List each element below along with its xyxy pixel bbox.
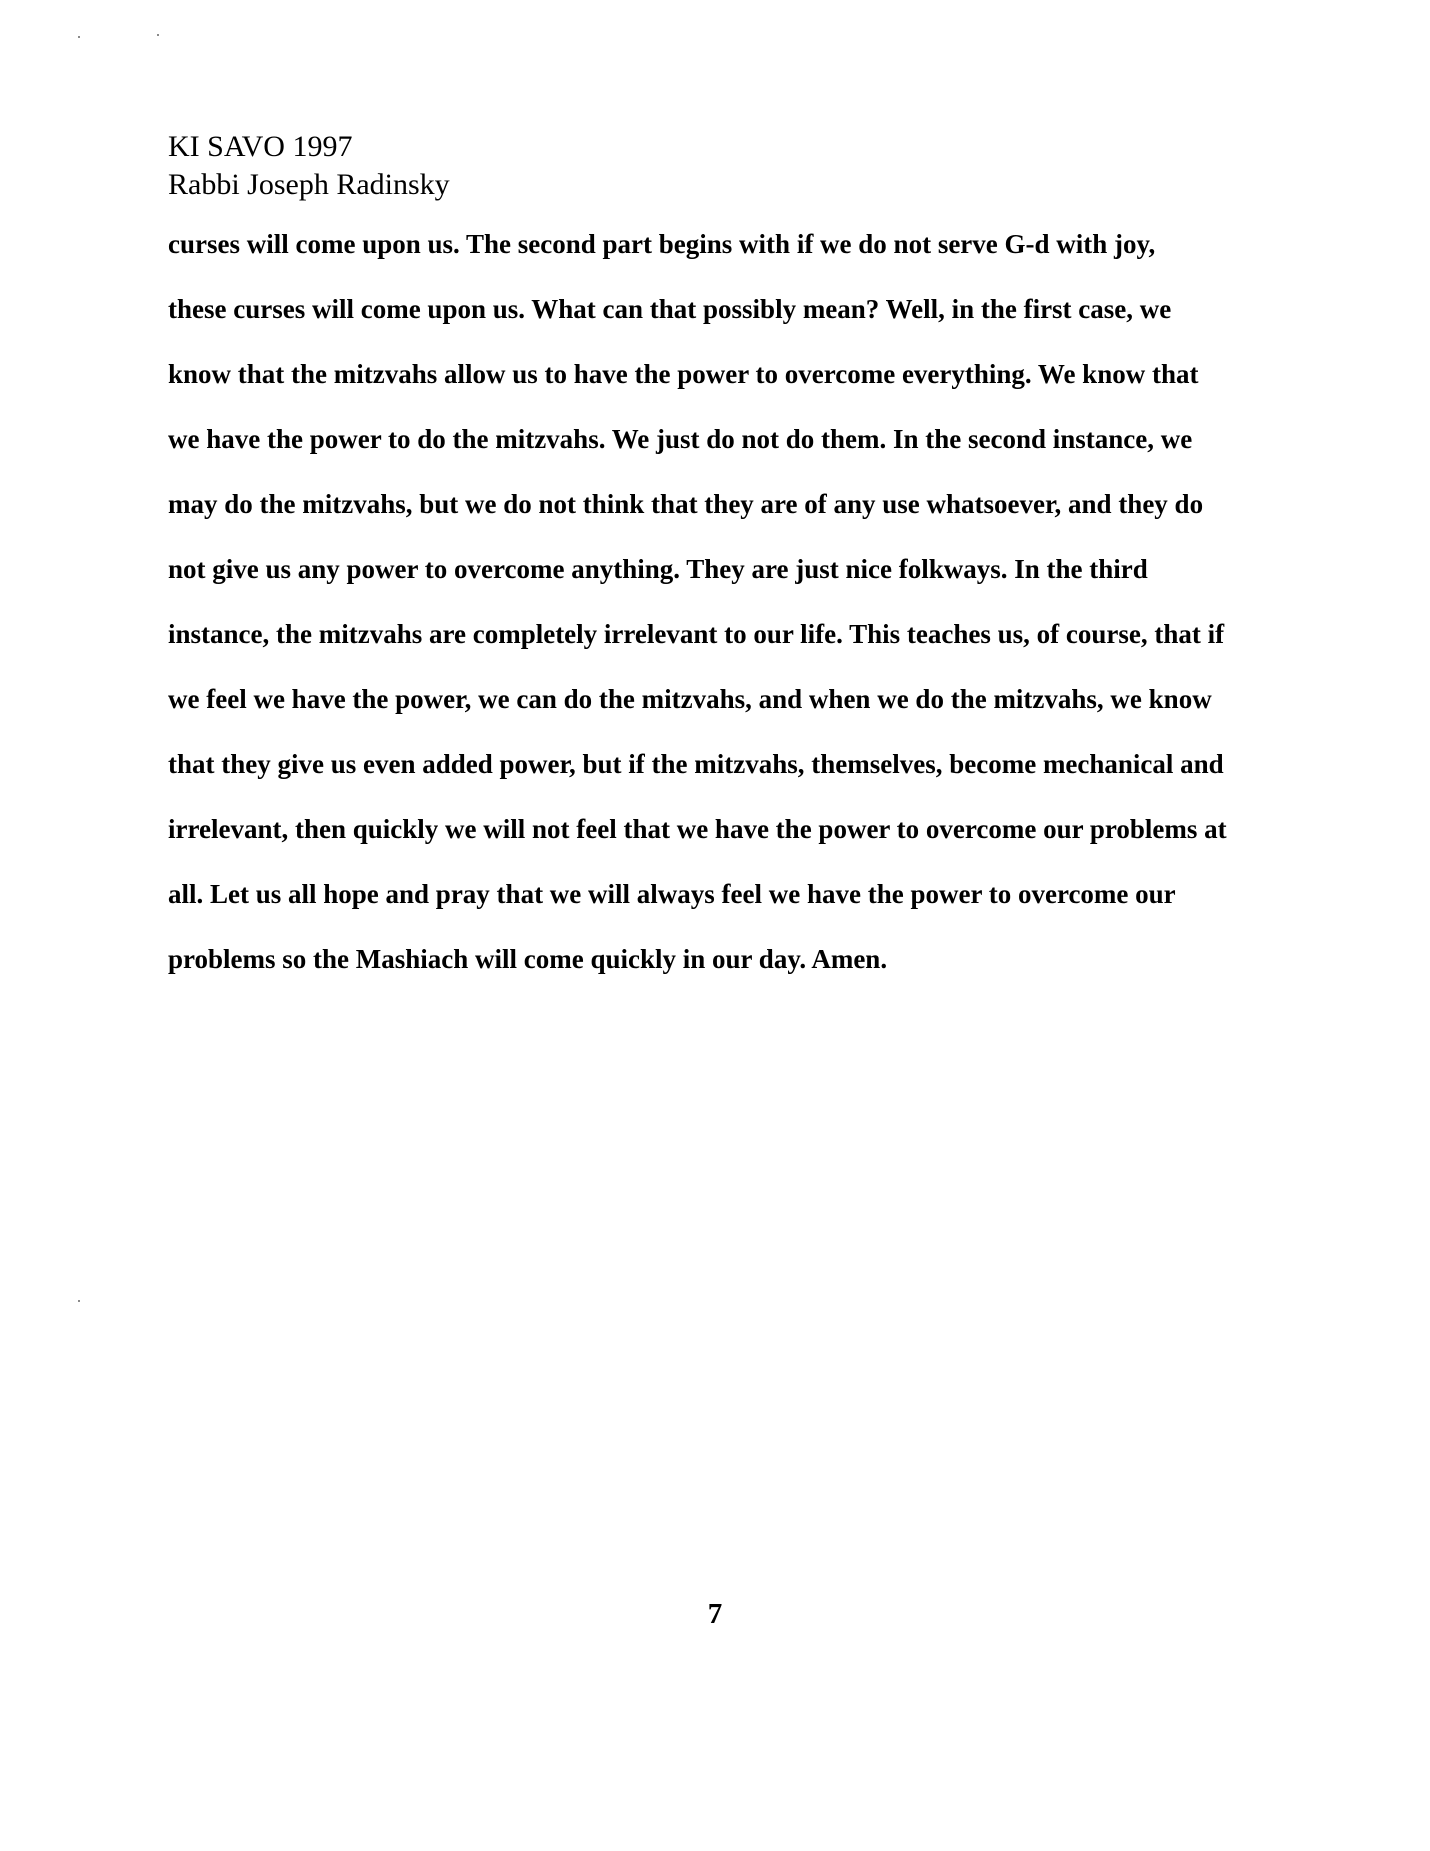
body-line: these curses will come upon us. What can that possibly mean? Well, in the first case, we	[168, 294, 1172, 324]
body-line: we have the power to do the mitzvahs. We just do not do them. In the second instance, we	[168, 424, 1193, 454]
page-number: 7	[707, 1598, 723, 1630]
body-line: we feel we have the power, we can do the mitzvahs, and when we do the mitzvahs, we know	[168, 684, 1212, 714]
body-line: instance, the mitzvahs are completely irrelevant to our life. This teaches us, of course, that if	[168, 619, 1225, 649]
body-line: problems so the Mashiach will come quickly in our day. Amen.	[168, 944, 888, 974]
scan-speck	[78, 1300, 80, 1302]
body-line: know that the mitzvahs allow us to have the power to overcome everything. We know that	[168, 359, 1199, 389]
body-line: not give us any power to overcome anything. They are just nice folkways. In the third	[168, 554, 1148, 584]
body-line: all. Let us all hope and pray that we will always feel we have the power to overcome our	[168, 879, 1176, 909]
document-header	[168, 128, 450, 204]
document-author: Rabbi Joseph Radinsky	[168, 168, 450, 201]
body-line: may do the mitzvahs, but we do not think that they are of any use whatsoever, and they do	[168, 489, 1204, 519]
body-line: irrelevant, then quickly we will not feel that we have the power to overcome our problems at	[168, 814, 1227, 844]
document-title: KI SAVO 1997	[168, 130, 353, 163]
scan-speck	[157, 34, 159, 36]
body-text	[168, 224, 1268, 1004]
body-line: curses will come upon us. The second part begins with if we do not serve G-d with joy,	[168, 229, 1156, 259]
scan-speck	[78, 36, 80, 38]
body-line: that they give us even added power, but if the mitzvahs, themselves, become mechanical and	[168, 749, 1224, 779]
